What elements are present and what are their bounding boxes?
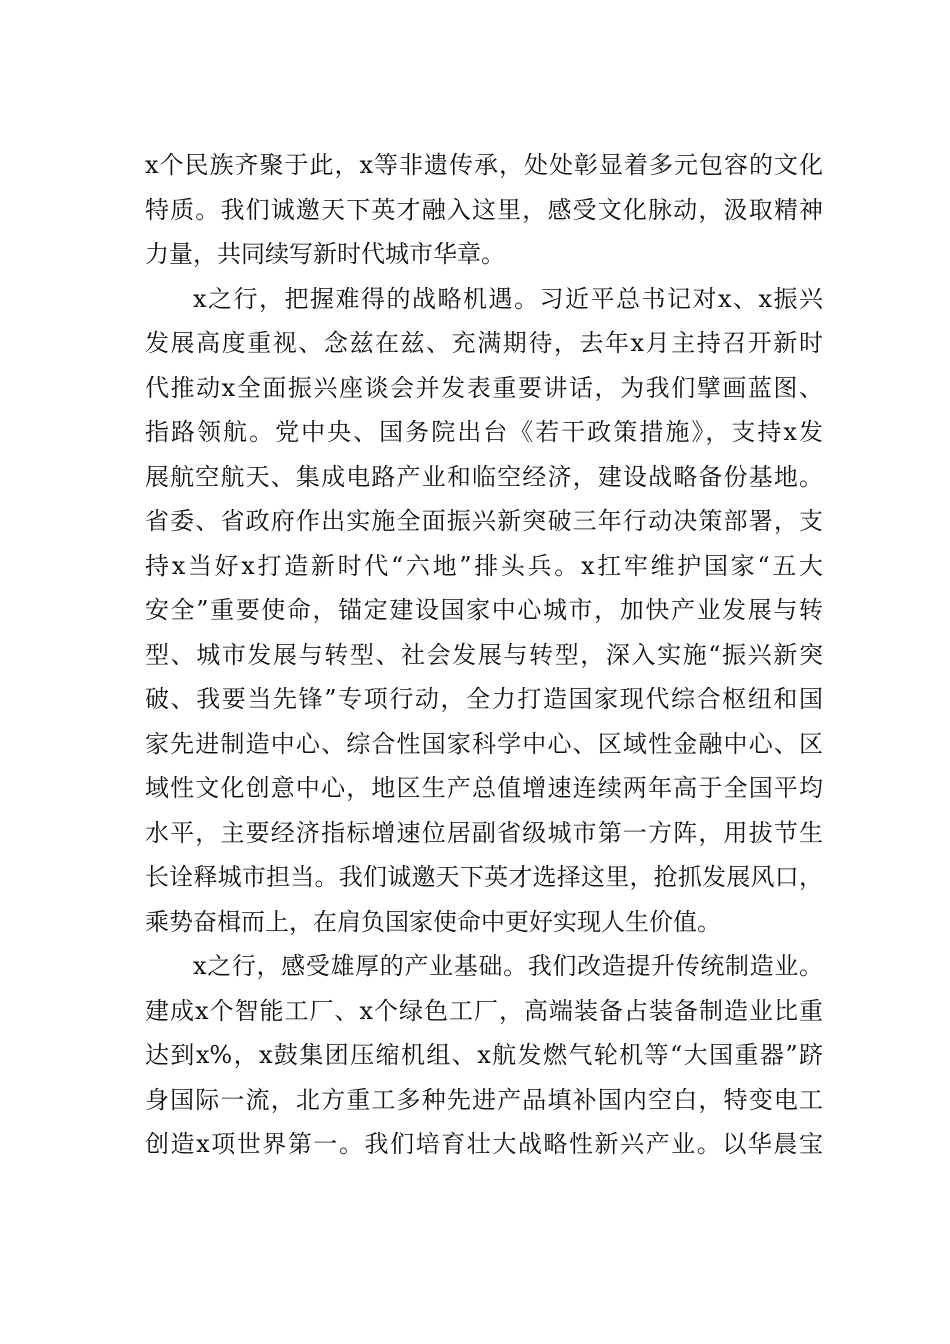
text-line: x个民族齐聚于此，x等非遗传承，处处彰显着多元包容的文化 [145,151,823,179]
text-line: 创造x项世界第一。我们培育壮大战略性新兴产业。以华晨宝 [145,1130,823,1158]
document-page [145,143,823,1167]
paragraph-start-line: x之行，感受雄厚的产业基础。我们改造提升传统制造业。 [193,952,823,980]
text-line: 水平，主要经济指标增速位居副省级城市第一方阵，用拔节生 [145,818,823,847]
text-line: 身国际一流，北方重工多种先进产品填补国内空白，特变电工 [145,1085,823,1114]
text-line: 家先进制造中心、综合性国家科学中心、区域性金融中心、区 [145,729,823,758]
text-line: 建成x个智能工厂、x个绿色工厂，高端装备占装备制造业比重 [145,996,823,1025]
text-line: 省委、省政府作出实施全面振兴新突破三年行动决策部署，支 [145,507,823,535]
text-line: 型、城市发展与转型、社会发展与转型，深入实施“振兴新突 [145,640,823,669]
text-line: 安全”重要使命，锚定建设国家中心城市，加快产业发展与转 [145,596,823,624]
text-line: 特质。我们诚邀天下英才融入这里，感受文化脉动，汲取精神 [145,195,823,224]
text-line: 乘势奋楫而上，在肩负国家使命中更好实现人生价值。 [145,907,721,936]
text-line: 发展高度重视、念兹在兹、充满期待，去年x月主持召开新时 [145,329,823,357]
text-line: 破、我要当先锋”专项行动，全力打造国家现代综合枢纽和国 [145,685,823,713]
text-line: 达到x%，x鼓集团压缩机组、x航发燃气轮机等“大国重器”跻 [145,1041,823,1069]
text-line: 长诠释城市担当。我们诚邀天下英才选择这里，抢抓发展风口， [145,863,823,891]
text-line: 指路领航。党中央、国务院出台《若干政策措施》，支持x发 [145,418,823,446]
text-line: 展航空航天、集成电路产业和临空经济，建设战略备份基地。 [145,462,823,491]
text-line: 代推动x全面振兴座谈会并发表重要讲话，为我们擘画蓝图、 [145,373,823,402]
text-line: 力量，共同续写新时代城市华章。 [145,240,505,268]
text-line: 域性文化创意中心，地区生产总值增速连续两年高于全国平均 [145,774,823,802]
text-line: 持x当好x打造新时代“六地”排头兵。x扛牢维护国家“五大 [145,551,823,580]
paragraph-start-line: x之行，把握难得的战略机遇。习近平总书记对x、x振兴 [193,284,823,313]
